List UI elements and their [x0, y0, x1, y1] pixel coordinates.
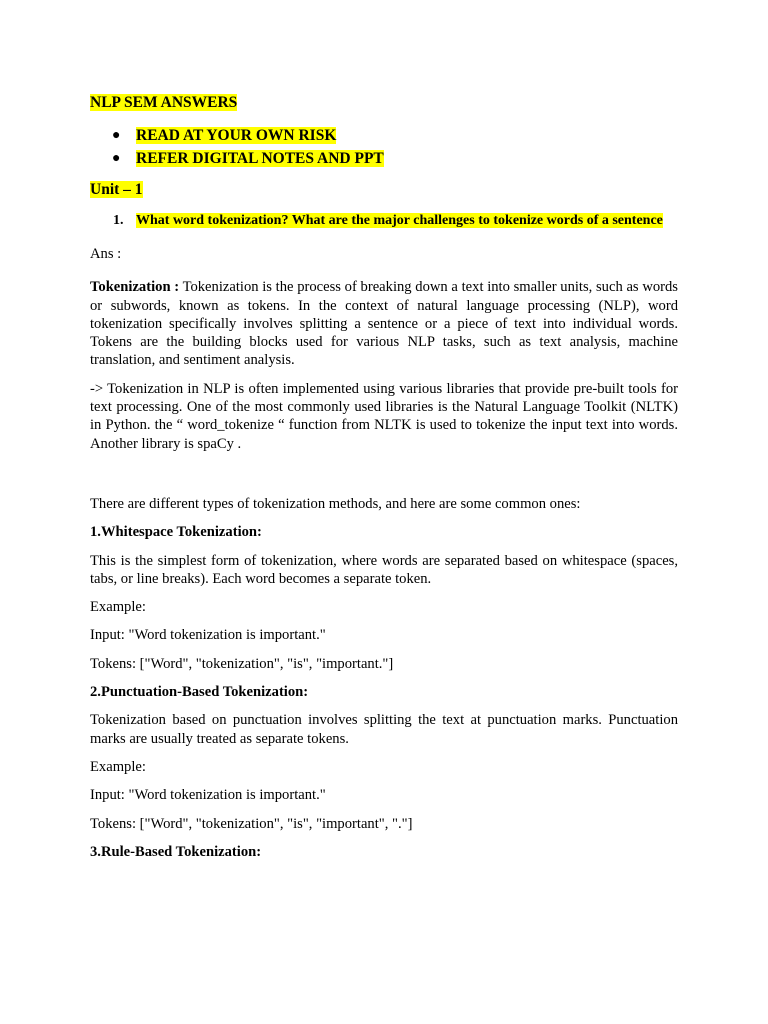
libraries-paragraph: -> Tokenization in NLP is often implemented using various libraries that provide pre-built tools for text processing. One of the most commonly used libraries is the Natural Language Toolkit (NLTK) in Python. the “ word_tokenize “ function from NLTK is used to tokenize the input text into words. Another library is spaCy . [90, 380, 678, 452]
document-title-text: NLP SEM ANSWERS [90, 94, 238, 111]
question-text: What word tokenization? What are the major challenges to tokenize words of a sentence [136, 213, 663, 228]
tokenization-definition [90, 278, 678, 369]
example-input: Input: "Word tokenization is important." [90, 787, 326, 804]
bullet-icon: ● [112, 128, 121, 143]
tokenization-term: Tokenization : [90, 279, 180, 296]
example-input: Input: "Word tokenization is important." [90, 627, 326, 644]
question-number: 1. [113, 213, 124, 228]
document-title [90, 92, 678, 116]
answer-label: Ans : [90, 246, 122, 262]
question-item [90, 211, 678, 230]
example-tokens: Tokens: ["Word", "tokenization", "is", "important."] [90, 655, 394, 672]
example-tokens: Tokens: ["Word", "tokenization", "is", "important", "."] [90, 815, 413, 832]
example-label: Example: [90, 599, 146, 616]
section-heading: 3.Rule-Based Tokenization: [90, 843, 262, 860]
warning-text: READ AT YOUR OWN RISK [136, 127, 337, 144]
unit-heading-text: Unit – 1 [90, 181, 143, 198]
section-description: This is the simplest form of tokenization, where words are separated based on whitespace (spaces, tabs, or line breaks). Each word becomes a separate token. [90, 552, 678, 587]
section-heading: 1.Whitespace Tokenization: [90, 524, 262, 541]
types-intro: There are different types of tokenization methods, and here are some common ones: [90, 495, 581, 512]
document-page [90, 92, 678, 861]
section-heading: 2.Punctuation-Based Tokenization: [90, 684, 309, 701]
warning-text: REFER DIGITAL NOTES AND PPT [136, 150, 384, 167]
tokenization-definition-text: Tokenization is the process of breaking down a text into smaller units, such as words or subwords, known as tokens. In the context of natural language processing (NLP), word tokenization specifically involves splitting a sentence or a piece of text into individual words. Tokens are the building blocks used for various NLP tasks, such as text analysis, machine translation, and sentiment analysis. [90, 279, 678, 369]
example-label: Example: [90, 758, 146, 775]
section-description: Tokenization based on punctuation involves splitting the text at punctuation marks. Punctuation marks are usually treated as separate tokens. [90, 712, 678, 747]
unit-heading [90, 178, 678, 202]
bullet-icon: ● [112, 151, 121, 166]
warning-list [90, 124, 678, 170]
warning-item [90, 124, 678, 147]
warning-item [90, 147, 678, 170]
